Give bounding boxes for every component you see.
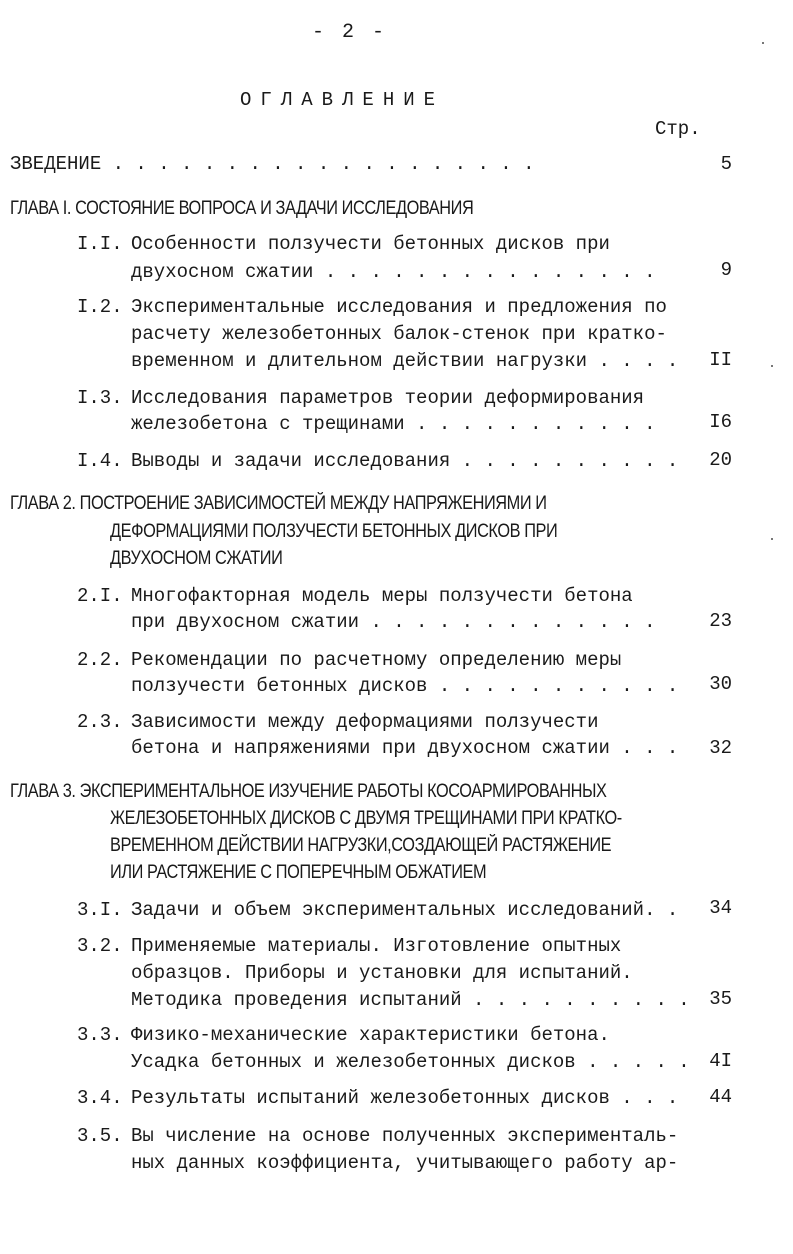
- scan-speck: [762, 42, 764, 44]
- toc-page-number: 30: [709, 673, 732, 695]
- section-title-line: при двухосном сжатии . . . . . . . . . . . . .: [131, 611, 656, 633]
- section-title-line: временном и длительном действии нагрузки . . . .: [131, 350, 679, 372]
- section-title-line: образцов. Приборы и установки для испытаний.: [131, 962, 633, 984]
- section-title-line: двухосном сжатии . . . . . . . . . . . . . . .: [131, 261, 656, 283]
- section-number: 3.2.: [77, 935, 123, 957]
- scan-speck: [771, 538, 773, 540]
- chapter-heading-line: ДВУХОСНОМ СЖАТИИ: [110, 548, 283, 569]
- section-title-line: Задачи и объем экспериментальных исследований. .: [131, 899, 679, 921]
- section-number: 3.5.: [77, 1125, 123, 1147]
- section-number: I.3.: [77, 387, 123, 409]
- section-number: I.4.: [77, 450, 123, 472]
- section-title-line: Многофакторная модель меры ползучести бетона: [131, 585, 633, 607]
- page-number: - 2 -: [312, 21, 388, 44]
- toc-page-number: 9: [720, 259, 732, 281]
- section-title-line: Экспериментальные исследования и предложения по: [131, 296, 667, 318]
- toc-page-number: I6: [709, 411, 732, 433]
- section-number: 2.I.: [77, 585, 123, 607]
- section-title-line: Исследования параметров теории деформирования: [131, 387, 645, 409]
- toc-page-number: 35: [709, 988, 732, 1010]
- section-number: 2.2.: [77, 649, 123, 671]
- section-title-line: бетона и напряжениями при двухосном сжатии . . .: [131, 737, 679, 759]
- toc-page-number: 20: [709, 449, 732, 471]
- section-number: 3.4.: [77, 1087, 123, 1109]
- section-title-line: Выводы и задачи исследования . . . . . . . . . .: [131, 450, 679, 472]
- toc-page-number: 44: [709, 1086, 732, 1108]
- section-title-line: расчету железобетонных балок-стенок при кратко-: [131, 323, 667, 345]
- section-title-line: Особенности ползучести бетонных дисков при: [131, 233, 610, 255]
- section-title-line: Вы числение на основе полученных эксперименталь-: [131, 1125, 679, 1147]
- section-title-line: Применяемые материалы. Изготовление опытных: [131, 935, 622, 957]
- chapter-heading-2: ГЛАВА 2. ПОСТРОЕНИЕ ЗАВИСИМОСТЕЙ МЕЖДУ НАПРЯЖЕНИЯМИ И: [10, 493, 547, 514]
- section-number: 2.3.: [77, 711, 123, 733]
- section-title-line: железобетона с трещинами . . . . . . . . . . .: [131, 413, 656, 435]
- section-title-line: Физико-механические характеристики бетона.: [131, 1024, 610, 1046]
- chapter-heading-3: ГЛАВА 3. ЭКСПЕРИМЕНТАЛЬНОЕ ИЗУЧЕНИЕ РАБОТЫ КОСОАРМИРОВАННЫХ: [10, 781, 607, 802]
- scan-speck: [771, 365, 773, 367]
- section-number: I.2.: [77, 296, 123, 318]
- section-title-line: Методика проведения испытаний . . . . . . . . . .: [131, 989, 690, 1011]
- section-number: I.I.: [77, 233, 123, 255]
- toc-entry-introduction: ЗВЕДЕНИЕ . . . . . . . . . . . . . . . . . . .: [10, 153, 535, 175]
- chapter-heading-line: ВРЕМЕННОМ ДЕЙСТВИИ НАГРУЗКИ,СОЗДАЮЩЕЙ РАСТЯЖЕНИЕ: [110, 835, 612, 856]
- toc-page-number: II: [709, 349, 732, 371]
- toc-page-number: 23: [709, 610, 732, 632]
- section-number: 3.3.: [77, 1024, 123, 1046]
- section-title-line: Результаты испытаний железобетонных дисков . . .: [131, 1087, 679, 1109]
- page-column-header: Стр.: [655, 118, 701, 140]
- toc-page-number: 4I: [709, 1050, 732, 1072]
- chapter-heading-line: ДЕФОРМАЦИЯМИ ПОЛЗУЧЕСТИ БЕТОННЫХ ДИСКОВ ПРИ: [110, 521, 558, 542]
- toc-page-number: 34: [709, 897, 732, 919]
- section-title-line: Усадка бетонных и железобетонных дисков . . . . .: [131, 1051, 690, 1073]
- toc-title: ОГЛАВЛЕНИЕ: [240, 89, 445, 111]
- section-title-line: ных данных коэффициента, учитывающего работу ар-: [131, 1152, 679, 1174]
- chapter-heading-line: ИЛИ РАСТЯЖЕНИЕ С ПОПЕРЕЧНЫМ ОБЖАТИЕМ: [110, 862, 487, 883]
- toc-page-number: 32: [709, 737, 732, 759]
- chapter-heading-1: ГЛАВА I. СОСТОЯНИЕ ВОПРОСА И ЗАДАЧИ ИССЛЕДОВАНИЯ: [10, 198, 474, 219]
- section-title-line: ползучести бетонных дисков . . . . . . . . . . .: [131, 675, 679, 697]
- section-title-line: Рекомендации по расчетному определению меры: [131, 649, 622, 671]
- toc-page-number: 5: [720, 153, 732, 175]
- chapter-heading-line: ЖЕЛЕЗОБЕТОННЫХ ДИСКОВ С ДВУМЯ ТРЕЩИНАМИ ПРИ КРАТКО-: [110, 808, 622, 829]
- section-title-line: Зависимости между деформациями ползучести: [131, 711, 599, 733]
- section-number: 3.I.: [77, 899, 123, 921]
